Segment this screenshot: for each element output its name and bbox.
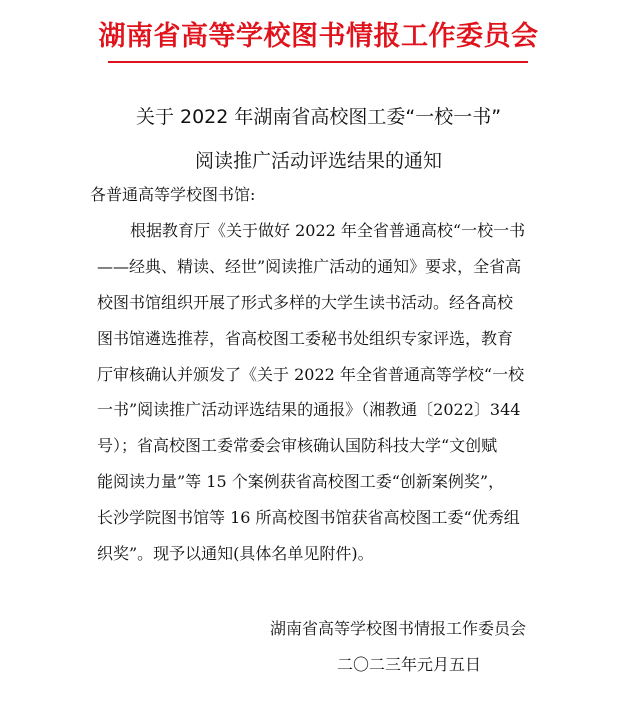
body-line: 能阅读力量”等 15 个案例获省高校图工委“创新案例奖”， (97, 472, 505, 491)
body-line: 长沙学院图书馆等 16 所高校图书馆获省高校图工委“优秀组 (97, 508, 520, 527)
body-line: 号）；省高校图工委常委会审核确认国防科技大学“文创赋 (97, 436, 498, 455)
notice-title-line-1: 关于 2022 年湖南省高校图工委“一校一书” (135, 106, 502, 128)
notice-title-line-2: 阅读推广活动评选结果的通知 (194, 150, 442, 172)
body-line: 校图书馆组织开展了形式多样的大学生读书活动。经各高校 (97, 293, 514, 312)
body-line: 厅审核确认并颁发了《关于 2022 年全省普通高等学校“一校 (97, 365, 525, 384)
salutation: 各普通高等学校图书馆: (90, 185, 256, 204)
body-line: ——经典、精读、经世”阅读推广活动的通知》要求，全省高 (97, 257, 522, 276)
signature-date: 二〇二三年元月五日 (337, 655, 482, 674)
body-line: 图书馆遴选推荐，省高校图工委秘书处组织专家评选，教育 (97, 329, 514, 348)
body-line: 织奖”。现予以通知(具体名单见附件)。 (97, 544, 374, 563)
body-line: 一书”阅读推广活动评选结果的通报》（湘教通〔2022〕344 (97, 400, 521, 419)
signature-organization: 湖南省高等学校图书情报工作委员会 (270, 619, 527, 638)
body-line: 根据教育厅《关于做好 2022 年全省普通高校“一校一书 (130, 221, 526, 240)
masthead-organization-name: 湖南省高等学校图书情报工作委员会 (98, 21, 539, 52)
masthead-red-rule (108, 61, 528, 63)
